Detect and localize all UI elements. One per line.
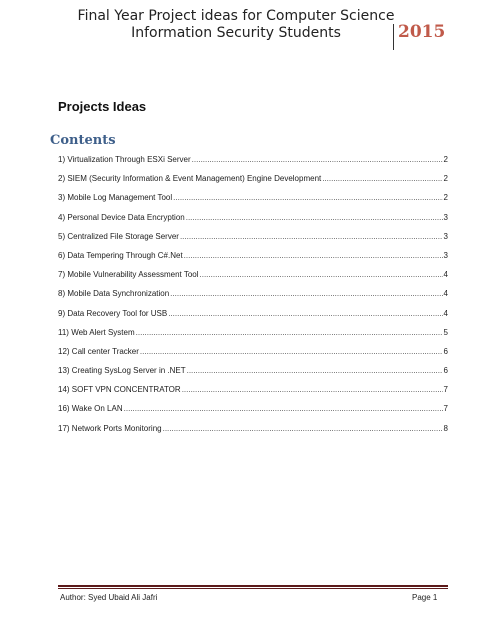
toc-entry[interactable] (58, 424, 448, 443)
toc-leader-dots (322, 174, 442, 183)
toc-entry-label: 9) Data Recovery Tool for USB (58, 308, 168, 318)
toc-leader-dots (192, 155, 443, 164)
toc-entry-page: 8 (443, 423, 448, 433)
toc-entry-label: 14) SOFT VPN CONCENTRATOR (58, 385, 181, 395)
toc-entry[interactable] (58, 366, 448, 385)
toc-entry-label: 5) Centralized File Storage Server (58, 231, 179, 241)
toc-entry-page: 3 (443, 231, 448, 241)
toc-leader-dots (163, 424, 443, 433)
toc-leader-dots (170, 289, 442, 298)
toc-entry[interactable] (58, 193, 448, 212)
footer-rule-thick (58, 585, 448, 587)
toc-leader-dots (200, 270, 443, 279)
toc-leader-dots (168, 309, 442, 318)
toc-entry-label: 6) Data Tempering Through C#.Net (58, 250, 183, 260)
toc-entry-page: 3 (443, 250, 448, 260)
footer-page-number: Page 1 (412, 593, 438, 602)
toc-entry-label: 2) SIEM (Security Information & Event Management) Engine Development (58, 174, 322, 184)
toc-entry-label: 8) Mobile Data Synchronization (58, 289, 170, 299)
toc-entry-page: 7 (443, 385, 448, 395)
toc-entry-label: 1) Virtualization Through ESXi Server (58, 155, 191, 164)
toc-entry-page: 2 (443, 155, 448, 164)
toc-leader-dots (173, 193, 442, 202)
toc-entry-label: 12) Call center Tracker (58, 346, 139, 356)
toc-leader-dots (180, 232, 443, 241)
toc-entry-page: 2 (443, 193, 448, 203)
toc-entry-page: 4 (443, 270, 448, 280)
toc-entry-label: 7) Mobile Vulnerability Assessment Tool (58, 270, 199, 280)
contents-heading: Contents (50, 133, 116, 148)
header-title-line-1: Final Year Project ideas for Computer Science (77, 8, 395, 24)
toc-entry[interactable] (58, 232, 448, 251)
toc-entry[interactable] (58, 385, 448, 404)
toc-entry-page: 3 (443, 212, 448, 222)
toc-leader-dots (124, 404, 443, 413)
toc-entry-page: 2 (443, 174, 448, 184)
header-year: 2015 (398, 22, 446, 42)
toc-entry[interactable] (58, 251, 448, 270)
toc-entry-label: 17) Network Ports Monitoring (58, 423, 162, 433)
toc-leader-dots (182, 385, 443, 394)
toc-entry-page: 4 (443, 308, 448, 318)
toc-entry[interactable] (58, 347, 448, 366)
toc-leader-dots (140, 347, 443, 356)
toc-entry-label: 3) Mobile Log Management Tool (58, 193, 173, 203)
toc-entry[interactable] (58, 328, 448, 347)
section-title: Projects Ideas (58, 99, 147, 114)
footer-rule-thin (58, 588, 448, 589)
toc-entry-label: 16) Wake On LAN (58, 404, 123, 414)
toc-entry[interactable] (58, 174, 448, 193)
toc-leader-dots (186, 213, 443, 222)
toc-entry[interactable] (58, 309, 448, 328)
toc-entry-page: 7 (443, 404, 448, 414)
toc-entry-page: 4 (443, 289, 448, 299)
table-of-contents (58, 155, 448, 443)
header-title-line-2: Information Security Students (131, 25, 341, 41)
toc-entry[interactable] (58, 289, 448, 308)
toc-entry-label: 4) Personal Device Data Encryption (58, 212, 185, 222)
toc-leader-dots (187, 366, 443, 375)
toc-entry[interactable] (58, 213, 448, 232)
footer-author: Author: Syed Ubaid Ali Jafri (60, 593, 158, 602)
toc-entry-page: 6 (443, 366, 448, 376)
toc-entry-label: 13) Creating SysLog Server in .NET (58, 366, 186, 376)
toc-entry-page: 6 (443, 346, 448, 356)
toc-entry-label: 11) Web Alert System (58, 327, 135, 337)
page-header (0, 0, 495, 50)
toc-entry-page: 5 (443, 327, 448, 337)
toc-entry[interactable] (58, 155, 448, 174)
header-title (72, 8, 400, 42)
toc-entry[interactable] (58, 270, 448, 289)
toc-entry[interactable] (58, 404, 448, 423)
toc-leader-dots (184, 251, 443, 260)
toc-leader-dots (136, 328, 443, 337)
header-separator (393, 24, 394, 50)
